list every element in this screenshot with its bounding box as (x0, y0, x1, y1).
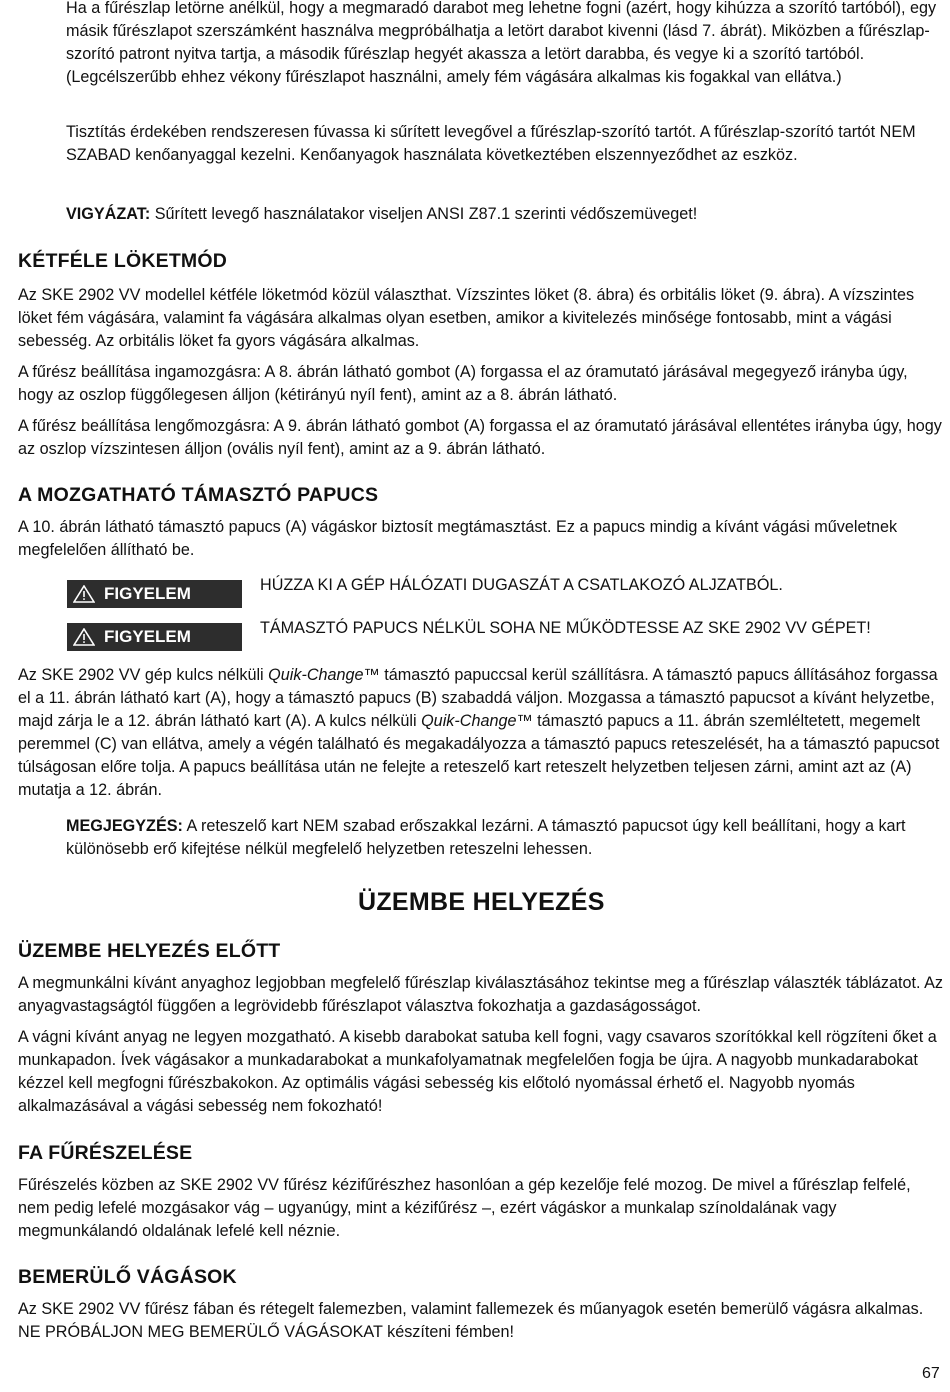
before-operation-paragraph-blade: A megmunkálni kívánt anyaghoz legjobban megfelelő fűrészlap kiválasztásához tekintse meg a fűrészlap választék táblázatot. Az anyagvastagságtól függően a legrövidebb fűrészlapot választva fokozhatja a gazdaságosságot. (18, 974, 944, 1015)
warning-text-1: HÚZZA KI A GÉP HÁLÓZATI DUGASZÁT A CSATLAKOZÓ ALJZATBÓL. (260, 576, 783, 594)
stroke-paragraph-pendulum: A fűrész beállítása ingamozgásra: A 8. ábrán látható gombot (A) forgassa el az óramutató járásával megegyező irányba úgy, hogy az oszlop függőlegesen álljon (kétirányú nyíl fent), amint az a 8. ábrán látható. (18, 363, 908, 404)
operation-title: ÜZEMBE HELYEZÉS (358, 888, 605, 916)
before-operation-paragraph-workpiece: A vágni kívánt anyag ne legyen mozgatható. A kisebb darabokat satuba kell fogni, vagy csavaros szorítókkal kell rögzíteni őket a munkapadon. Ívek vágásakor a munkadarabokat a munkafolyamatnak megfelelően fogja be újra. A nagyobb munkadarabokat kézzel kell megfogni fűrészbakokon. Az optimális vágási sebesség kis előtoló nyomással érhető el. Nagyobb nyomás alkalmazásával a vágási sebesség nem fokozható! (18, 1028, 937, 1115)
stroke-paragraph-intro: Az SKE 2902 VV modellel kétféle löketmód közül választhat. Vízszintes löket (8. ábra) és orbitális löket (9. ábra). A vízszintes löket fém vágására, valamint fa vágására alkalmas olyan esetben, amikor a kivitelezés minősége fontosabb, mint a vágási sebesség. Az orbitális löket fa gyors vágására alkalmas. (18, 286, 915, 350)
warning-triangle-icon (73, 628, 95, 646)
caution-label: VIGYÁZAT: (66, 205, 151, 223)
caution-text: Sűrített levegő használatakor viseljen ANSI Z87.1 szerinti védőszemüveget! (150, 205, 698, 223)
before-operation-heading: ÜZEMBE HELYEZÉS ELŐTT (18, 940, 281, 962)
warning-label: FIGYELEM (104, 627, 191, 646)
intro-paragraph-broken-blade: Ha a fűrészlap letörne anélkül, hogy a megmaradó darabot meg lehetne fogni (azért, hogy kihúzza a szorító tartóból), egy másik fűrészlapot szerszámként használva megpróbálhatja a letört darabot kivenni (lásd 7. ábrát). Miközben a fűrészlap-szorító patront nyitva tartja, a második fűrészlap hegyét akassza a letört darabba, és vegye ki a szorító tartóból. (Legcélszerűbb ehhez vékony fűrészlapot használni, amely fém vágására alkalmas kis fogakkal van ellátva.) (66, 0, 937, 86)
plunge-cut-paragraph: Az SKE 2902 VV fűrész fában és rétegelt falemezben, valamint fallemezek és műanyagok esetén bemerülő vágásra alkalmas. NE PRÓBÁLJON MEG BEMERÜLŐ VÁGÁSOKAT készíteni fémben! (18, 1300, 924, 1341)
caution-note (66, 203, 941, 226)
wood-sawing-paragraph: Fűrészelés közben az SKE 2902 VV fűrész kézifűrészhez hasonlóan a gép kezelője felé mozog. De mivel a fűrészlap felfelé, nem pedig lefelé mozgásakor vág – ugyanúgy, mint a kézifűrész –, ezért vágáskor a munkalap színoldalának vagy megmunkálandó oldalának lefelé kell néznie. (18, 1176, 911, 1240)
brand-name: Quik-Change (421, 712, 517, 730)
page-number: 67 (922, 1365, 940, 1382)
warning-badge-1 (67, 580, 242, 608)
text-run: Az SKE 2902 VV gép kulcs nélküli (18, 666, 269, 684)
warning-badge-2 (67, 623, 242, 651)
warning-text-2: TÁMASZTÓ PAPUCS NÉLKÜL SOHA NE MŰKÖDTESSE AZ SKE 2902 VV GÉPET! (260, 619, 871, 637)
support-shoe-paragraph-intro: A 10. ábrán látható támasztó papucs (A) vágáskor biztosít megtámasztást. Ez a papucs mindig a kívánt vágási műveletnek megfelelően állítható be. (18, 518, 898, 559)
brand-name: Quik-Change (268, 666, 364, 684)
support-shoe-paragraph-quik-change (18, 664, 943, 802)
warning-label: FIGYELEM (104, 584, 191, 603)
support-shoe-heading: A MOZGATHATÓ TÁMASZTÓ PAPUCS (18, 484, 379, 506)
stroke-paragraph-orbital: A fűrész beállítása lengőmozgásra: A 9. ábrán látható gombot (A) forgassa el az óramutató járásával ellentétes irányba úgy, hogy az oszlop vízszintesen álljon (ovális nyíl fent), amint az a 9. ábrán látható. (18, 417, 942, 458)
intro-paragraph-cleaning: Tisztítás érdekében rendszeresen fúvassa ki sűrített levegővel a fűrészlap-szorító tartót. A fűrészlap-szorító tartót NEM SZABAD kenőanyaggal kezelni. Kenőanyagok használata következtében elszennyeződhet az eszköz. (66, 123, 916, 164)
wood-sawing-heading: FA FŰRÉSZELÉSE (18, 1142, 193, 1164)
note-text: A reteszelő kart NEM szabad erőszakkal lezárni. A támasztó papucsot úgy kell beállítani, hogy a kart különösebb erő kifejtése nélkül megfelelő helyzetben reteszelni lehessen. (66, 817, 906, 858)
plunge-cut-heading: BEMERÜLŐ VÁGÁSOK (18, 1266, 237, 1288)
text-run: ™ támasztó papucs a 11. ábrán szemléltetett, megemelt peremmel (C) van ellátva, amely a végén található és megakadályozza a támasztó papucs reteszelését, ha a támasztó papucsot túlságosan előre tolja. A papucs beállítása után ne felejte a reteszelő kart reteszelt helyzetben teljesen zárni, amint azt az (A) mutatja a 12. ábrán. (18, 712, 940, 799)
support-shoe-note (66, 815, 941, 861)
warning-triangle-icon (73, 585, 95, 603)
text-run: ™ támasztó papuccsal kerül szállításra. A támasztó papucs állításához forgassa el a 11. ábrán látható kart (A), hogy a támasztó papucs (B) szabaddá váljon. Mozgassa a támasztó papucsot a kívánt helyzetbe, majd zárja le a 12. ábrán látható kart (A). A kulcs nélküli (18, 666, 938, 730)
note-label: MEGJEGYZÉS: (66, 817, 183, 835)
stroke-mode-heading: KÉTFÉLE LÖKETMÓD (18, 250, 228, 272)
